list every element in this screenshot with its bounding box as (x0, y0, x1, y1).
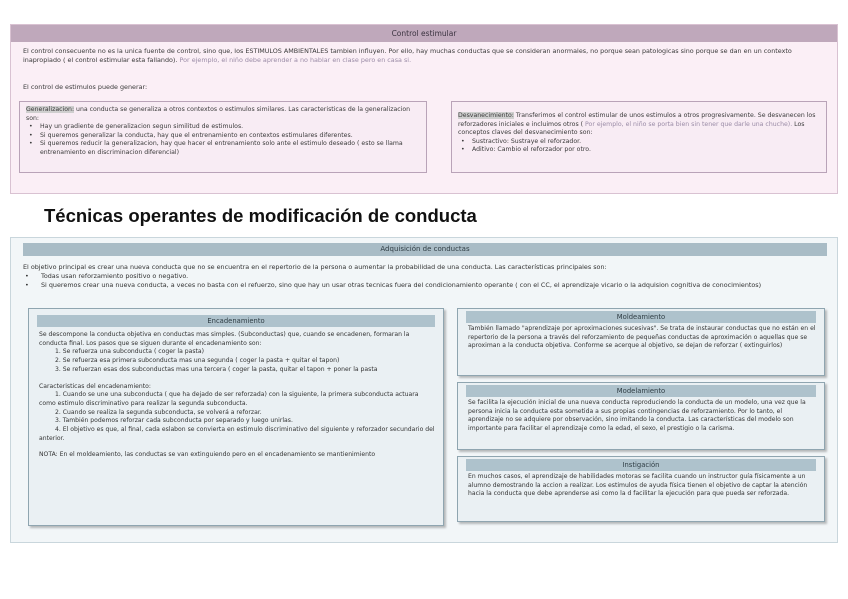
encadenamiento-intro: Se descompone la conducta objetiva en conductas mas simples. (Subconductas) que, cuando se encadenen, formaran la conducta final. Los pasos que se siguen durante el encadenamiento son: (39, 331, 410, 347)
desvanecimiento-example: Por ejemplo, el niño se porta bien sin tener que darle una chuche). (585, 120, 793, 128)
desvanecimiento-text: Transferimos el control estimular de unos estimulos a otros progresivamente. Se desvanecen los reforzadores iniciales e incluimos otros ( (458, 112, 816, 128)
control-estimular-section (10, 24, 838, 194)
instigacion-panel (457, 456, 825, 522)
control-generar-text: El control de estimulos puede generar: (23, 83, 148, 91)
desvanecimiento-list (458, 138, 820, 155)
adquisicion-intro (23, 263, 833, 289)
adquisicion-section (10, 237, 838, 543)
generalizacion-box (19, 101, 427, 173)
encadenamiento-body (39, 331, 435, 460)
list-item: • Si queremos generalizar la conducta, hay que el entrenamiento en contextos estimulares diferentes. (26, 132, 420, 141)
desvanecimiento-term: Desvanecimiento: (458, 112, 514, 119)
modelamiento-text: Se facilita la ejecución inicial de una nueva conducta reproduciendo la conducta de un modelo, una vez que la persona inicia la conducta esta sometida a sus propias contingencias de reforzamiento. Por lo tanto, el aprendizaje no se adquiere por observación, sino imitando la conducta. Las características del modelo son importante para facilitar el aprendizaje como la edad, el sexo, el prestigio o la carisma. (468, 399, 806, 433)
encadenamiento-header: Encadenamiento (37, 315, 435, 327)
control-estimular-header: Control estimular (11, 25, 837, 42)
generalizacion-text: una conducta se generaliza a otros contextos o estimulos similares. Las caracteristicas de la generalizacion son: (26, 106, 411, 122)
encadenamiento-step: 3. Se refuerzan esas dos subconductas mas una tercera ( coger la pasta, quitar el tapon + poner la pasta (55, 365, 378, 373)
encadenamiento-char: 4. El objetivo es que, al final, cada eslabon se convierta en estimulo discriminativo del siguiente y reforzador secundario del anterior. (39, 426, 435, 442)
generalizacion-term: Generalizacion: (26, 106, 75, 113)
moldeamiento-header: Moldeamiento (466, 311, 816, 323)
encadenamiento-note: NOTA: En el moldeamiento, las conductas se van extinguiendo pero en el encadenamiento se mantienimiento (39, 451, 376, 459)
list-item: • Si queremos reducir la generalizacion, hay que hacer el entrenamiento solo ante el estimulo deseado ( esto se llama entrenamiento en discriminacion diferencial) (26, 140, 420, 157)
encadenamiento-char: 3. También podemos reforzar cada subconducta por separado y luego unirlas. (55, 417, 293, 425)
list-item: • Todas usan reforzamiento positivo o negativo. (23, 272, 833, 281)
desvanecimiento-box (451, 101, 827, 173)
control-paragraph (23, 47, 823, 65)
list-item: • Hay un gradiente de generalizacion segun similitud de estimulos. (26, 123, 420, 132)
desvanecimiento-text2: Los conceptos claves del desvanecimiento son: (458, 120, 805, 137)
adquisicion-header: Adquisición de conductas (23, 243, 827, 256)
page-title: Técnicas operantes de modificación de conducta (44, 205, 477, 226)
encadenamiento-char: 2. Cuando se realiza la segunda subconducta, se volverá a reforzar. (55, 408, 262, 416)
encadenamiento-panel (28, 308, 444, 526)
encadenamiento-char-title: Caracteristicas del encadenamiento: (39, 382, 151, 390)
list-item: • Aditivo: Cambio el reforzador por otro. (458, 146, 820, 155)
moldeamiento-text: También llamado "aprendizaje por aproximaciones sucesivas". Se trata de instaurar conductas que no están en el repertorio de la persona a través del reforzamiento de pequeñas conductas de aproximación o aquellas que se aproximan a la conducta objetiva. Conforme se acerque al objetivo, se dejan de reforzar ( extinguirlos) (468, 325, 816, 350)
moldeamiento-panel (457, 308, 825, 376)
list-item: • Sustractivo: Sustraye el reforzador. (458, 138, 820, 147)
modelamiento-panel (457, 382, 825, 450)
list-item: • Si queremos crear una nueva conducta, a veces no basta con el refuerzo, sino que hay un usar otras tecnicas fuera del condicionamiento operante ( con el CC, el aprendizaje vicario o la adquision cognitiva de conocimientos) (23, 281, 833, 290)
control-paragraph-text: El control consecuente no es la unica fuente de control, sino que, los ESTIMULOS AMBIENTALES tambien influyen. Por ello, hay muchas conductas que se consideran anormales, no porque sean patologicas sino porque se dan en un contexto inapropiado ( el control estimular esta fallando). (23, 47, 792, 64)
encadenamiento-step: 2. Se refuerza esa primera subconducta mas una segunda ( coger la pasta + quitar el tapon) (55, 357, 340, 365)
control-example: Por ejemplo, el niño debe aprender a no hablar en clase pero en casa si. (179, 56, 412, 64)
modelamiento-header: Modelamiento (466, 385, 816, 397)
adquisicion-intro-text: El objetivo principal es crear una nueva conducta que no se encuentra en el repertorio de la persona o aumentar la probabilidad de una conducta. Las características principales son: (23, 263, 607, 271)
instigacion-header: Instigación (466, 459, 816, 471)
encadenamiento-char: 1. Cuando se une una subconducta ( que ha dejado de ser reforzada) con la siguiente, la primera subconducta actuara como estimulo discriminativo para realizar la segunda subconducta. (39, 391, 419, 407)
adquisicion-list (23, 272, 833, 290)
generalizacion-list (26, 123, 420, 157)
encadenamiento-step: 1. Se refuerza una subconducta ( coger la pasta) (55, 348, 205, 356)
instigacion-text: En muchos casos, el aprendizaje de habilidades motoras se facilita cuando un instructor guía físicamente a un alumno demostrando la accion a realizar. Los estimulos de ayuda física tienen el objetivo de captar la atención hacia la conducta que debe aprenderse asi como la d facilitar la ejecución para que pueda ser reforzada. (468, 473, 808, 498)
